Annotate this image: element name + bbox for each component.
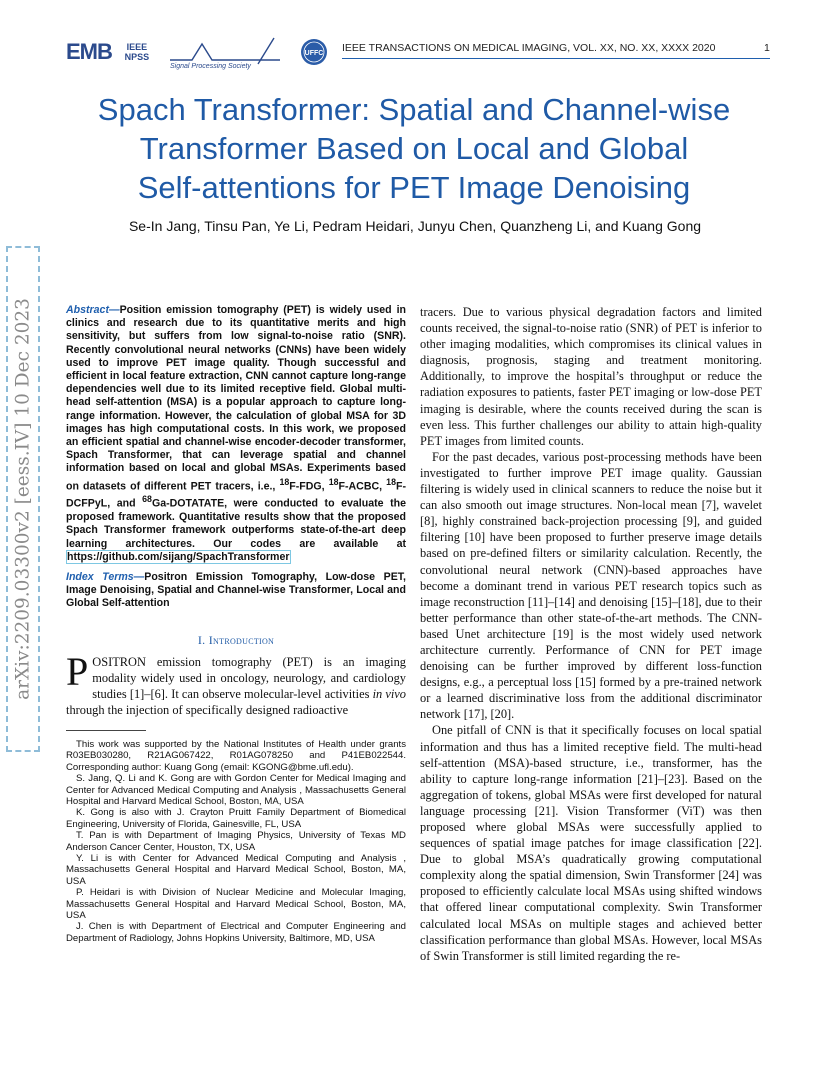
arxiv-stamp[interactable]	[6, 246, 40, 752]
footnote: S. Jang, Q. Li and K. Gong are with Gordon Center for Medical Imaging and Center for Advanced Medical Computing and Analysis , Massachusetts General Hospital and Harvard Medical School, Boston, MA, USA	[66, 773, 406, 807]
footnote: Y. Li is with Center for Advanced Medical Computing and Analysis , Massachusetts General Hospital and Harvard Medical School, Boston, MA, USA	[66, 852, 406, 887]
body-paragraph: For the past decades, various post-processing methods have been investigated to further improve PET image quality. Gaussian filtering is widely used in clinical scanners to reduce the noise but it can also smooth out image structures. Non-local mean [7], wavelet [8], highly constrained back-projection processing [9], and guided filtering [10] have been proposed to further preserve image details based on pre-defined filters or similarity calculation. Recently, the convolutional neural network (CNN)-based approaches have become a dominant trend in various PET research topics such as image reconstruction [11]–[14] and denoising [15]–[18], due to their better performance than other state-of-the-art methods. The CNN-based Unet architecture [19] is the most widely used network architecture currently. Performance of CNN for PET image denoising can be further improved by different loss-function designs, e.g., a perceptual loss [15] formed by a pre-trained network or a learned discriminative loss from the additional discriminator network [17], [20].	[420, 449, 762, 722]
title-line: Transformer Based on Local and Global	[139, 131, 689, 166]
footnote: J. Chen is with Department of Electrical and Computer Engineering and Department of Radiology, Johns Hopkins University, Baltimore, MD, USA	[66, 921, 406, 944]
abstract-text: F-DCFPyL, and	[66, 480, 406, 510]
uffc-logo	[300, 38, 328, 66]
isotope-superscript: 68	[142, 494, 152, 505]
body-paragraph: tracers. Due to various physical degradation factors and limited counts received, the signal-to-noise ratio (SNR) of PET is inferior to other imaging modalities, which compromises its clinical values in diagnosis, prognosis, staging and treatment monitoring. Additionally, to improve the hospital’s throughput or reduce the radiation exposures to patients, faster PET imaging or low-dose PET imaging is desirable, where the counts received during the scan is even less. This further challenges our ability to attain high-quality PET images from limited counts.	[420, 305, 762, 448]
right-column	[420, 304, 762, 964]
abstract-text: Position emission tomography (PET) is widely used in clinics and research due to its quantitative merits and high sensitivity, but suffers from low signal-to-noise ratio (SNR). Recently convolutional neural networks (CNNs) have been widely used to improve PET image quality. Though successful and efficient in local feature extraction, CNN cannot capture long-range dependencies well due to its limited receptive field. Global multi-head self-attention (MSA) is a popular approach to capture long-range information. However, the calculation of global MSA for 3D images has high computational costs. In this work, we proposed an efficient spatial and channel-wise encoder-decoder transformer, Spach Transformer, that can leverage spatial and channel information based on local and global MSAs. Experiments based on datasets of different PET tracers, i.e.,	[66, 304, 406, 493]
footnote: P. Heidari is with Division of Nuclear Medicine and Molecular Imaging, Massachusetts General Hospital and Harvard Medical School, Boston, MA, USA	[66, 887, 406, 921]
page-number: 1	[764, 42, 770, 54]
journal-header: IEEE TRANSACTIONS ON MEDICAL IMAGING, VOL. XX, NO. XX, XXXX 2020	[342, 42, 716, 54]
footnote: K. Gong is also with J. Crayton Pruitt Family Department of Biomedical Engineering, University of Florida, Gainesville, FL, USA	[66, 807, 406, 830]
italic-text: in vivo	[372, 686, 407, 701]
left-column	[66, 304, 406, 944]
abstract-text: F-FDG,	[289, 480, 329, 493]
index-terms-text: Positron Emission Tomography, Low-dose PET, Image Denoising, Spatial and Channel-wise Transformer, Local and Global Self-attention	[66, 570, 407, 610]
abstract-text: Ga-DOTATATE, were conducted to evaluate the proposed framework. Quantitative results show that the proposed Spach Transformer framework outperforms state-of-the-art deep learning architectures. Our codes are available at	[66, 497, 406, 550]
lead-word: OSITRON	[92, 654, 146, 669]
abstract-label: Abstract—	[66, 304, 120, 316]
title-line: Self-attentions for PET Image Denoising	[137, 170, 691, 205]
isotope-superscript: 18	[279, 476, 290, 487]
body-paragraph: One pitfall of CNN is that it specifically focuses on local spatial information and thus has a limited receptive field. The multi-head self-attention (MSA)-based structure, i.e., transformer, has the ability to capture long-range information [21]–[23]. Based on the aggregation of tokens, global MSAs were first developed for natural language processing [21]. Vision Transformer (ViT) was then proposed where global MSAs were successfully applied to sequences of spatial image patches for image classification [22]. Due to global MSA’s quadratically growing computational complexity along the spatial dimension, Swin Transformer [24] was proposed to efficiently calculate local MSAs using shifted windows that offered linear computational complexity. Swin Transformer calculated local MSAs on multiple stages and achieved better classification performance than global MSAs. However, local MSAs of Swin Transformer is still limited regarding the re-	[420, 723, 762, 963]
title-line: Spach Transformer: Spatial and Channel-wise	[97, 92, 731, 127]
intro-paragraph	[66, 648, 407, 718]
sps-logo-text: Signal Processing Society	[169, 63, 251, 70]
section-title: Introduction	[208, 632, 275, 647]
uffc-logo-text: UFFC	[304, 50, 324, 57]
abstract-text: F-ACBC,	[338, 480, 387, 493]
abstract	[66, 304, 406, 564]
arxiv-stamp-text: arXiv:2209.03300v2 [eess.IV] 10 Dec 2023	[12, 298, 34, 700]
index-terms	[66, 571, 406, 611]
npss-logo: IEEE NPSS	[124, 42, 150, 62]
footnote: T. Pan is with Department of Imaging Physics, University of Texas MD Anderson Cancer Center, Houston, TX, USA	[66, 830, 406, 853]
index-terms-label: Index Terms—	[66, 570, 145, 583]
society-logos	[66, 34, 328, 70]
author-list: Se-In Jang, Tinsu Pan, Ye Li, Pedram Heidari, Junyu Chen, Quanzheng Li, and Kuang Gong	[128, 218, 702, 234]
intro-text: emission tomography (PET) is an imaging modality widely used in oncology, neurology, and cardiology studies [1]–[6]. It can observe molecular-level activities	[92, 654, 406, 701]
footnote-rule	[66, 730, 146, 731]
header-rule	[342, 58, 770, 59]
drop-cap: P	[66, 648, 89, 694]
section-heading	[66, 633, 406, 648]
isotope-superscript: 18	[386, 476, 396, 487]
isotope-superscript: 18	[328, 476, 339, 487]
emb-logo: EMB	[66, 39, 112, 64]
paper-title	[60, 90, 768, 207]
intro-text: through the injection of specifically designed radioactive	[66, 702, 349, 717]
section-numeral: I.	[197, 632, 209, 647]
footnote: This work was supported by the National Institutes of Health under grants R03EB030280, R21AG067422, R01AG078250 and P41EB022544. Corresponding author: Kuang Gong (email: KGONG@bme.ufl.edu).	[66, 738, 406, 773]
signal-processing-society-logo	[162, 34, 292, 70]
code-link[interactable]: https://github.com/sijang/SpachTransformer	[67, 550, 290, 563]
